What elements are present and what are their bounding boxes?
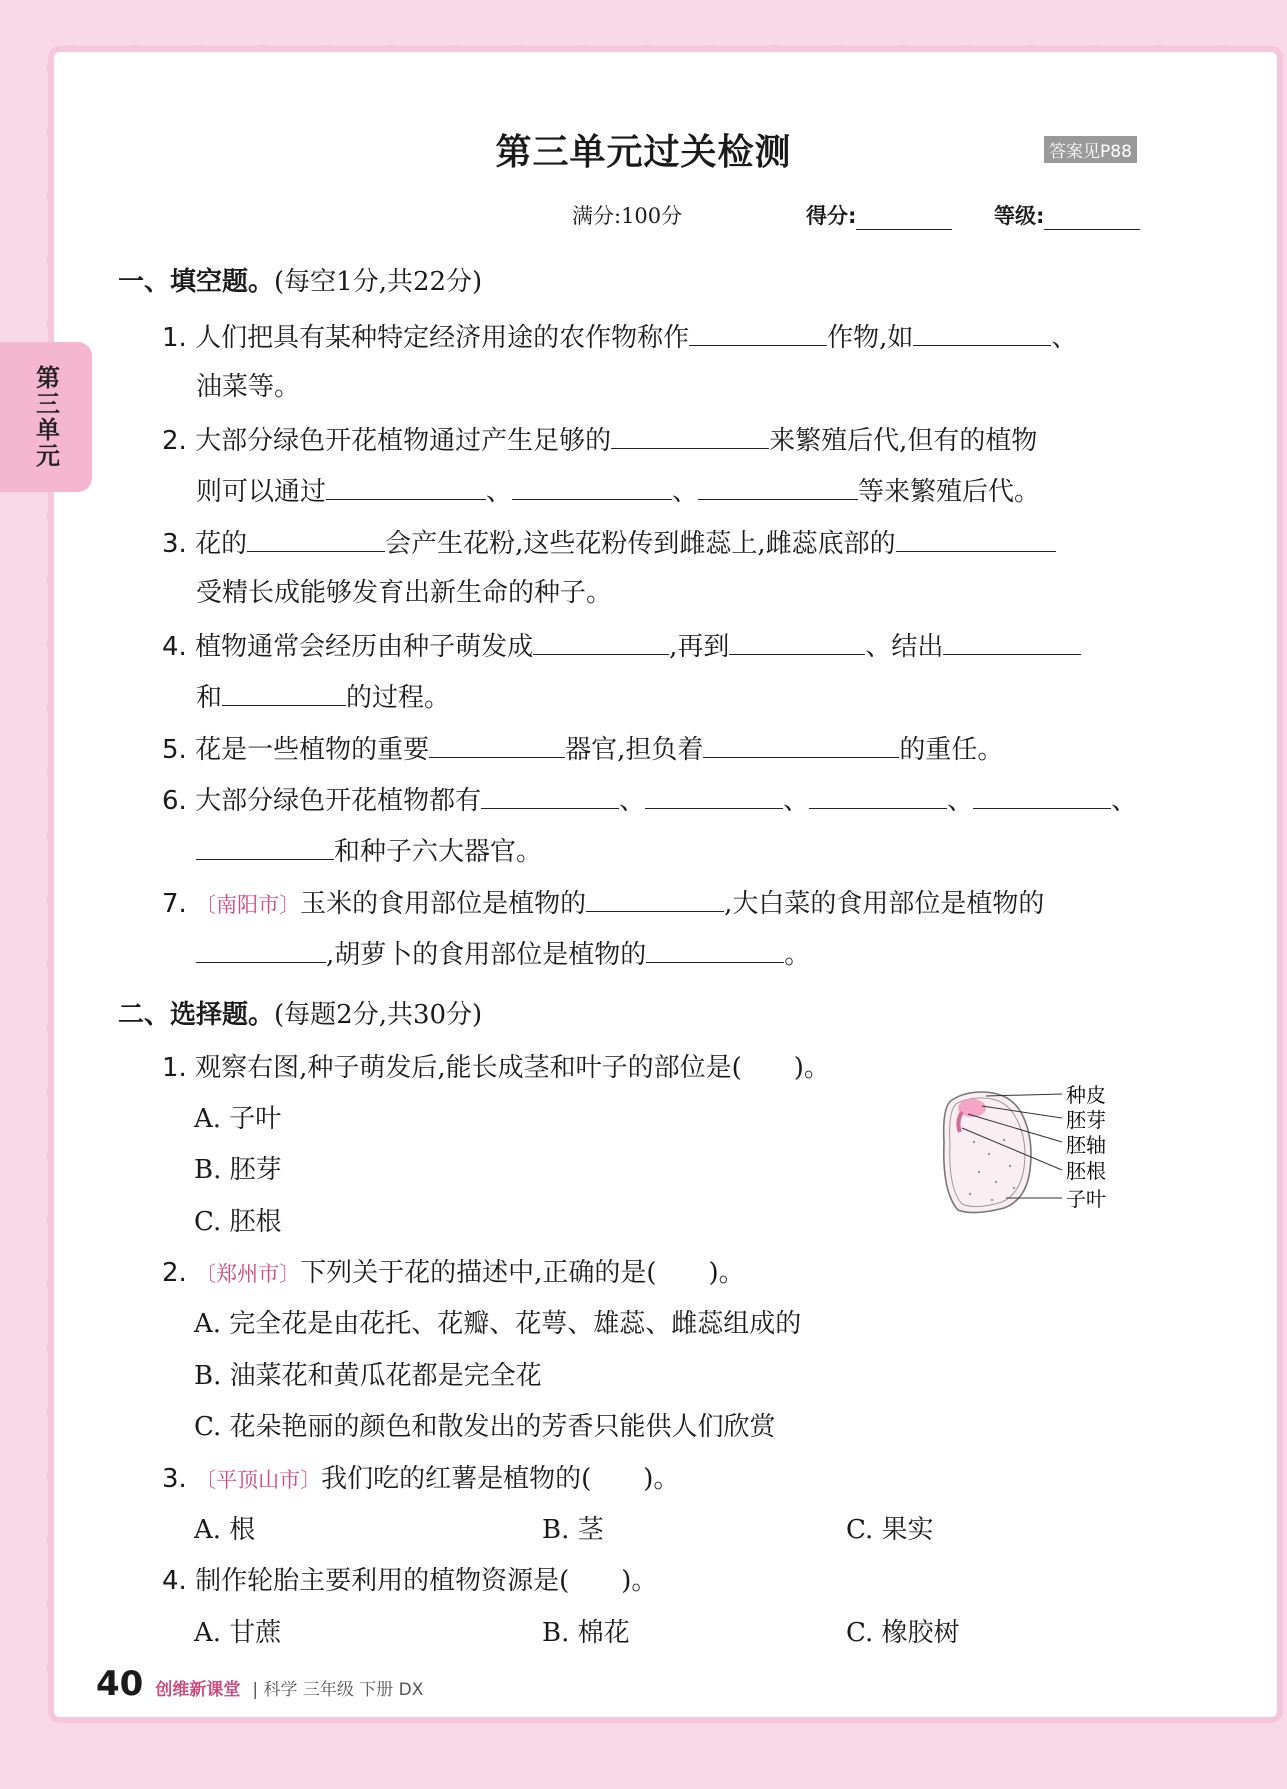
region-tag: 〔郑州市〕 xyxy=(195,1262,301,1286)
s2-q1-option-c[interactable]: C. 胚根 xyxy=(194,1207,282,1237)
score-blank[interactable] xyxy=(856,207,952,230)
s1-q7-line2: ,胡萝卜的食用部位是植物的 。 xyxy=(196,936,810,972)
seed-diagram xyxy=(934,1082,1134,1222)
blank[interactable] xyxy=(689,319,827,346)
region-tag: 〔平顶山市〕 xyxy=(195,1468,322,1492)
blank[interactable] xyxy=(913,319,1051,346)
blank[interactable] xyxy=(645,782,783,809)
s1-q6-line1: 6. 大部分绿色开花植物都有 、 、 、 、 xyxy=(162,782,1137,818)
s2-q1: 1. 观察右图,种子萌发后,能长成茎和叶子的部位是( )。 xyxy=(162,1053,830,1083)
blank[interactable] xyxy=(533,628,669,655)
blank[interactable] xyxy=(973,782,1111,809)
s1-q2-line2: 则可以通过 、 、 等来繁殖后代。 xyxy=(196,473,1040,509)
s2-q4: 4. 制作轮胎主要利用的植物资源是( )。 xyxy=(162,1566,658,1596)
blank[interactable] xyxy=(586,885,724,912)
blank[interactable] xyxy=(222,679,346,706)
s1-q3-line2: 受精长成能够发育出新生命的种子。 xyxy=(196,578,613,608)
s2-q3-option-b[interactable]: B. 茎 xyxy=(542,1515,604,1545)
s2-q3: 3. 〔平顶山市〕我们吃的红薯是植物的( )。 xyxy=(162,1464,680,1494)
diagram-label: 胚根 xyxy=(1066,1159,1106,1183)
s1-q2-line1: 2. 大部分绿色开花植物通过产生足够的 来繁殖后代,但有的植物 xyxy=(162,422,1037,458)
s2-q2-option-c[interactable]: C. 花朵艳丽的颜色和散发出的芳香只能供人们欣赏 xyxy=(194,1412,776,1442)
s2-q2-option-b[interactable]: B. 油菜花和黄瓜花都是完全花 xyxy=(194,1361,542,1391)
blank[interactable] xyxy=(729,628,865,655)
seed-coat-outline xyxy=(944,1092,1031,1213)
diagram-label: 胚芽 xyxy=(1066,1108,1106,1132)
blank[interactable] xyxy=(429,731,565,758)
region-tag: 〔南阳市〕 xyxy=(195,893,301,917)
page-title: 第三单元过关检测 xyxy=(495,132,792,173)
blank[interactable] xyxy=(943,628,1081,655)
s2-q1-option-b[interactable]: B. 胚芽 xyxy=(194,1155,282,1185)
score-field xyxy=(806,200,952,230)
grade-label: 等级: xyxy=(994,204,1045,228)
diagram-label: 胚轴 xyxy=(1066,1133,1106,1157)
brand-name: 创维新课堂 xyxy=(155,1680,241,1700)
unit-side-tab: 第三单元 xyxy=(0,342,92,492)
blank[interactable] xyxy=(481,782,619,809)
s2-q2-option-a[interactable]: A. 完全花是由花托、花瓣、花萼、雄蕊、雌蕊组成的 xyxy=(194,1309,802,1339)
s1-q1-line2: 油菜等。 xyxy=(196,372,301,402)
book-info: | 科学 三年级 下册 DX xyxy=(252,1680,424,1700)
blank[interactable] xyxy=(196,936,326,963)
blank[interactable] xyxy=(196,833,334,860)
s2-q3-option-a[interactable]: A. 根 xyxy=(194,1515,256,1545)
blank[interactable] xyxy=(512,473,672,500)
s1-q6-line2: 和种子六大器官。 xyxy=(196,833,542,869)
section1-heading: 一、填空题。(每空1分,共22分) xyxy=(118,267,483,297)
s1-q5: 5. 花是一些植物的重要 器官,担负着 的重任。 xyxy=(162,731,1003,767)
s1-q3-line1: 3. 花的 会产生花粉,这些花粉传到雌蕊上,雌蕊底部的 xyxy=(162,525,1056,561)
s2-q3-option-c[interactable]: C. 果实 xyxy=(846,1515,934,1545)
blank[interactable] xyxy=(809,782,947,809)
blank[interactable] xyxy=(646,936,784,963)
section2-heading: 二、选择题。(每题2分,共30分) xyxy=(118,1000,483,1030)
s2-q2: 2. 〔郑州市〕下列关于花的描述中,正确的是( )。 xyxy=(162,1258,745,1288)
blank[interactable] xyxy=(698,473,858,500)
page-number: 40 xyxy=(96,1664,144,1704)
s1-q7-line1: 7. 〔南阳市〕玉米的食用部位是植物的 ,大白菜的食用部位是植物的 xyxy=(162,885,1044,922)
blank[interactable] xyxy=(611,422,769,449)
s2-q4-option-c[interactable]: C. 橡胶树 xyxy=(846,1618,960,1648)
s2-q4-option-b[interactable]: B. 棉花 xyxy=(542,1618,630,1648)
page-footer xyxy=(96,1664,423,1704)
score-label: 得分: xyxy=(806,204,857,228)
blank[interactable] xyxy=(896,525,1056,552)
s2-q4-option-a[interactable]: A. 甘蔗 xyxy=(194,1618,282,1648)
grade-blank[interactable] xyxy=(1044,207,1140,230)
answer-reference-badge: 答案见P88 xyxy=(1044,136,1137,163)
blank[interactable] xyxy=(326,473,486,500)
diagram-label: 种皮 xyxy=(1066,1083,1106,1107)
diagram-label: 子叶 xyxy=(1066,1187,1106,1211)
s2-q1-option-a[interactable]: A. 子叶 xyxy=(194,1104,282,1134)
grade-field xyxy=(994,200,1140,230)
full-score: 满分:100分 xyxy=(572,204,683,228)
s1-q4-line2: 和 的过程。 xyxy=(196,679,450,715)
s1-q1-line1: 1. 人们把具有某种特定经济用途的农作物称作 作物,如 、 xyxy=(162,319,1077,355)
s1-q4-line1: 4. 植物通常会经历由种子萌发成 ,再到 、结出 xyxy=(162,628,1081,664)
blank[interactable] xyxy=(703,731,899,758)
blank[interactable] xyxy=(247,525,385,552)
